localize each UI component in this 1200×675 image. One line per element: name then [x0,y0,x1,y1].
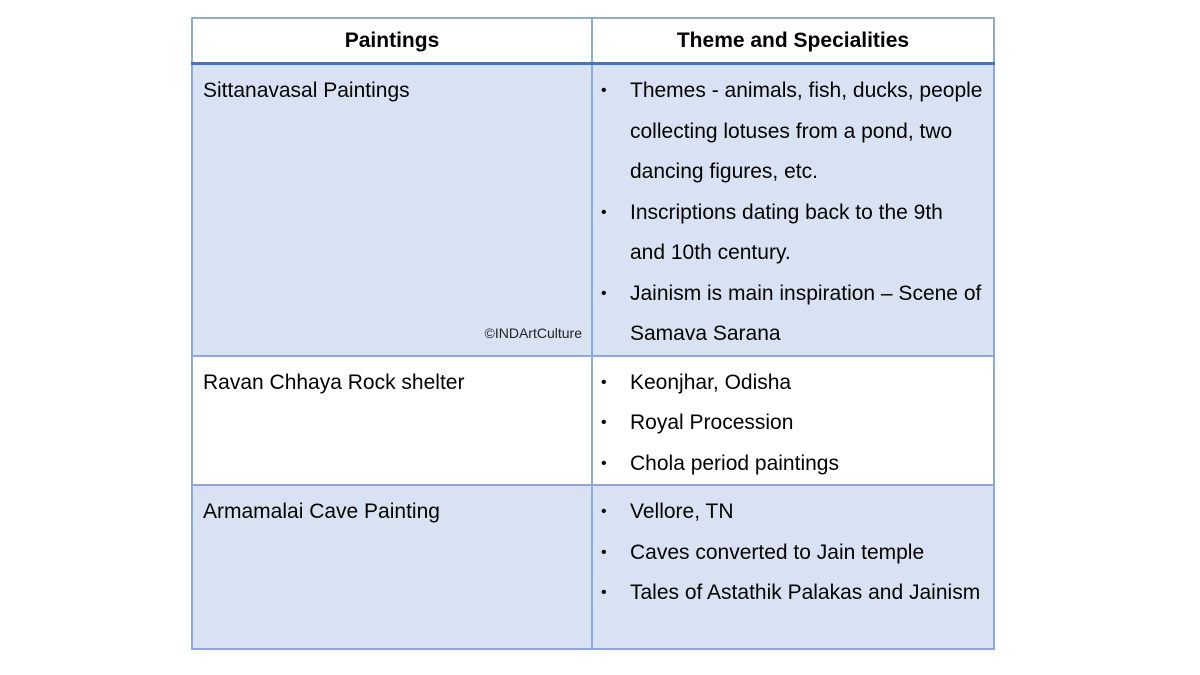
theme-item [601,71,983,193]
painting-name-cell [192,64,592,356]
theme-item [601,274,983,355]
themes-cell [592,64,994,356]
table-body [192,64,994,650]
table-row-armamalai [192,485,994,649]
themes-cell [592,356,994,486]
themes-list [601,492,983,614]
bullet-icon: • [601,82,607,99]
header-theme-specialities: Theme and Specialities [592,18,994,64]
header-paintings: Paintings [192,18,592,64]
painting-name: Sittanavasal Paintings [203,79,410,102]
copyright-watermark: ©INDArtCulture [484,324,582,341]
theme-item [601,193,983,274]
bullet-icon: • [601,284,607,302]
bullet-icon: • [601,584,607,601]
theme-text: Royal Procession [630,411,794,434]
painting-name: Ravan Chhaya Rock shelter [203,370,465,394]
bullet-icon: • [601,454,607,472]
theme-item [601,492,983,533]
theme-item [601,403,983,444]
bullet-icon: • [601,373,607,391]
table-row-sittanavasal [192,64,994,356]
themes-list [601,71,983,355]
theme-text: Jainism is main inspiration – Scene of Samava Sarana [630,281,982,345]
theme-item [601,444,983,485]
bullet-icon: • [601,543,607,561]
painting-name-cell [192,356,592,486]
bullet-icon: • [601,203,607,221]
theme-text: Caves converted to Jain temple [630,540,925,564]
themes-cell [592,485,994,649]
bullet-icon: • [601,503,607,520]
painting-name: Armamalai Cave Painting [203,500,440,523]
theme-text: Themes - animals, fish, ducks, people collecting lotuses from a pond, two dancing figures, etc. [630,79,983,183]
painting-name-cell [192,485,592,649]
theme-text: Chola period paintings [630,451,839,475]
theme-text: Inscriptions dating back to the 9th and 10th century. [630,200,943,264]
theme-text: Keonjhar, Odisha [630,370,792,394]
table-row-ravan-chhaya [192,356,994,486]
themes-list [601,363,983,485]
theme-text: Vellore, TN [630,500,734,523]
theme-item [601,533,983,574]
bullet-icon: • [601,414,607,431]
header-row [192,18,994,64]
theme-item [601,573,983,614]
table-header [192,18,994,64]
theme-item [601,363,983,404]
paintings-table [191,17,995,650]
theme-text: Tales of Astathik Palakas and Jainism [630,581,981,604]
